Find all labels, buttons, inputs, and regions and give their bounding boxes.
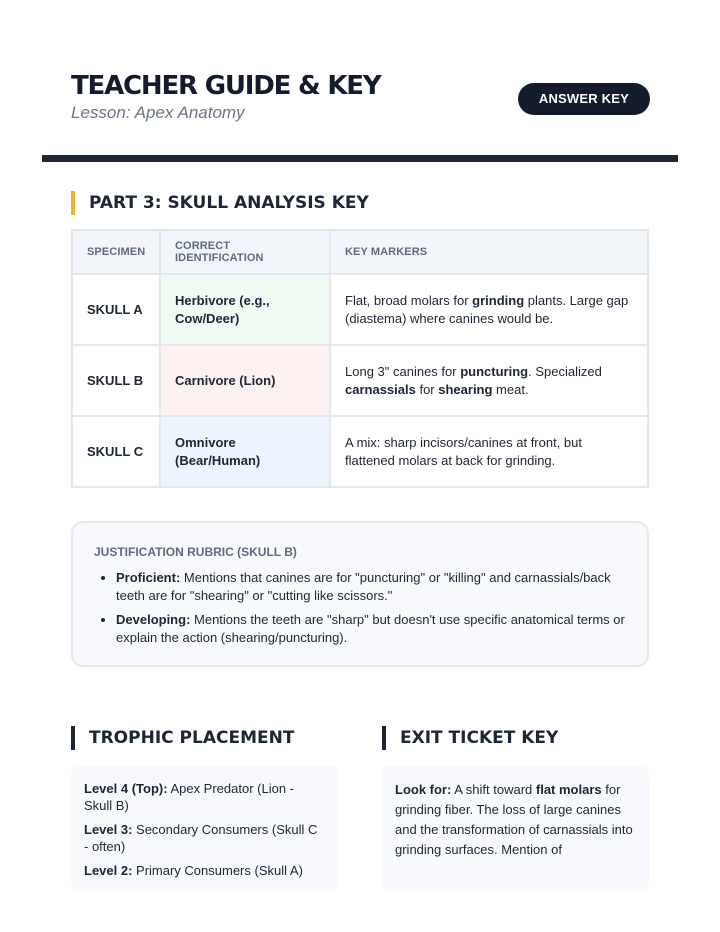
rubric-item-developing: • Developing: Mentions the teeth are "sharp" but doesn't use specific anatomical terms or explain the action (shearing/puncturing). (116, 611, 625, 647)
skull-analysis-table (71, 229, 649, 488)
trophic-level: Level 3: Secondary Consumers (Skull C - often) (84, 822, 318, 854)
lesson-subtitle: Lesson: Apex Anatomy (71, 103, 245, 122)
part3-heading: PART 3: SKULL ANALYSIS KEY (71, 191, 369, 215)
justification-rubric (71, 521, 649, 667)
table-row (72, 345, 648, 416)
rubric-item-proficient: • Proficient: Mentions that canines are for "puncturing" or "killing" and carnassials/back teeth are for "shearing" or "cutting like scissors." (116, 569, 625, 605)
identification-cell: Carnivore (Lion) (160, 345, 330, 416)
specimen-cell: SKULL A (72, 274, 160, 345)
markers-cell: A mix: sharp incisors/canines at front, but flattened molars at back for grinding. (330, 416, 648, 487)
column-header: CORRECT IDENTIFICATION (160, 230, 330, 274)
rubric-title: JUSTIFICATION RUBRIC (SKULL B) (94, 545, 297, 559)
page-title: TEACHER GUIDE & KEY (71, 71, 381, 101)
page-header (71, 70, 650, 123)
trophic-level: Level 4 (Top): Apex Predator (Lion - Skull B) (84, 781, 295, 813)
specimen-cell: SKULL B (72, 345, 160, 416)
table-row (72, 416, 648, 487)
table-row (72, 274, 648, 345)
markers-cell: Long 3" canines for puncturing. Specialized carnassials for shearing meat. (330, 345, 648, 416)
exit-ticket-heading: EXIT TICKET KEY (382, 726, 558, 750)
exit-ticket-card (382, 766, 649, 890)
header-divider (42, 155, 678, 162)
table-header-row (72, 230, 648, 274)
trophic-level: Level 2: Primary Consumers (Skull A) (84, 863, 303, 878)
specimen-cell: SKULL C (72, 416, 160, 487)
column-header: KEY MARKERS (330, 230, 648, 274)
rubric-list (94, 569, 625, 647)
column-header: SPECIMEN (72, 230, 160, 274)
identification-cell: Omnivore (Bear/Human) (160, 416, 330, 487)
trophic-heading: TROPHIC PLACEMENT (71, 726, 294, 750)
answer-key-badge: ANSWER KEY (518, 83, 650, 115)
exit-ticket-text: Look for: A shift toward flat molars for grinding fiber. The loss of large canines and the transformation of carnassials into grinding surfaces. Mention of (395, 782, 633, 857)
markers-cell: Flat, broad molars for grinding plants. Large gap (diastema) where canines would be. (330, 274, 648, 345)
identification-cell: Herbivore (e.g., Cow/Deer) (160, 274, 330, 345)
trophic-card (71, 766, 338, 890)
